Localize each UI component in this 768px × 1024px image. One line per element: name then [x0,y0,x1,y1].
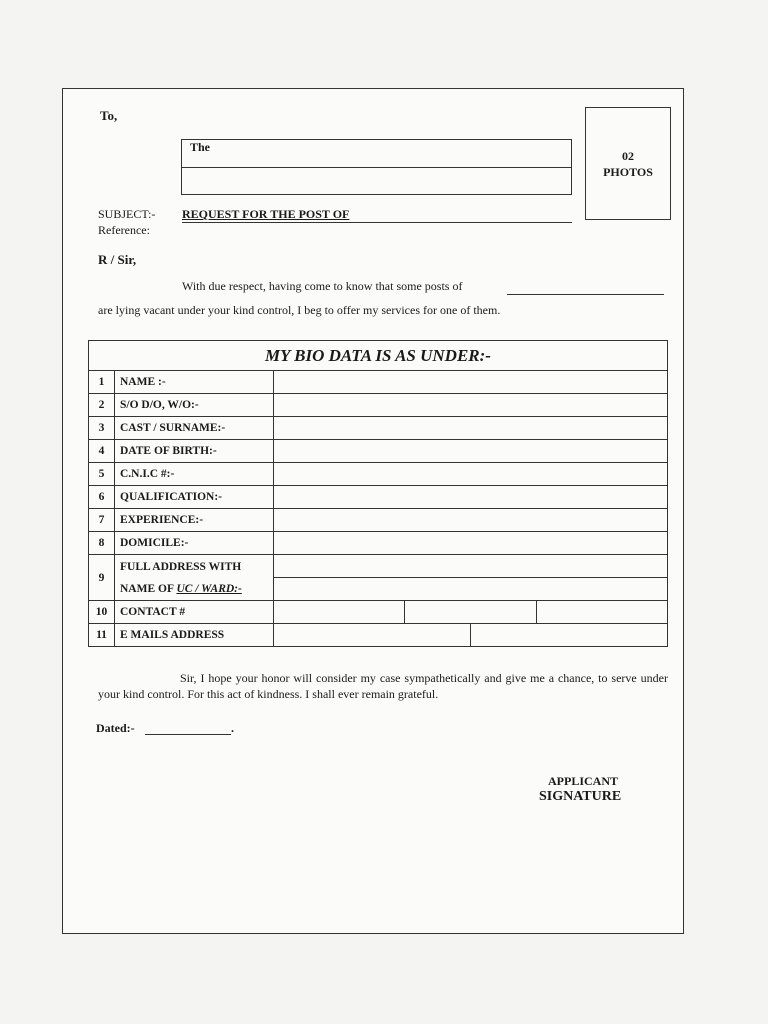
contact-cell-2[interactable] [404,601,535,623]
dob-field[interactable] [274,440,668,463]
dated-label: Dated:- [96,721,135,735]
contact-field [274,601,668,624]
photo-count: 02 [622,148,634,163]
row-number: 5 [89,463,115,486]
row-label: DOMICILE:- [115,532,274,555]
addressee-box [181,139,572,195]
row-label: DATE OF BIRTH:- [115,440,274,463]
bio-table-title: MY BIO DATA IS AS UNDER:- [89,341,668,371]
subject-value: REQUEST FOR THE POST OF [182,207,572,223]
row-number: 11 [89,624,115,647]
dated-suffix: . [231,721,234,735]
signature-label: SIGNATURE [539,789,622,804]
email-field [274,624,668,647]
row-label: QUALIFICATION:- [115,486,274,509]
address-label-prefix: NAME OF [120,582,177,595]
table-row [89,532,668,555]
row-label: CAST / SURNAME:- [115,417,274,440]
photo-label: PHOTOS [603,164,653,179]
table-row [89,555,668,601]
table-row [89,440,668,463]
row-number: 7 [89,509,115,532]
addressee-prefix: The [190,140,211,154]
row-label: EXPERIENCE:- [115,509,274,532]
table-row [89,417,668,440]
address-field[interactable] [274,555,668,601]
closing-paragraph: Sir, I hope your honor will consider my case sympathetically and give me a chance, to serve under your kind control. For this act of kindness. I shall ever remain grateful. [98,671,668,701]
contact-cell-3[interactable] [536,601,667,623]
row-number: 4 [89,440,115,463]
qualification-field[interactable] [274,486,668,509]
subject-label: SUBJECT:- [98,207,156,221]
address-line-1[interactable] [274,555,667,578]
domicile-field[interactable] [274,532,668,555]
row-label: C.N.I.C #:- [115,463,274,486]
address-label-line2 [120,578,268,600]
reference-label: Reference: [98,223,150,237]
row-label: S/O D/O, W/O:- [115,394,274,417]
addressee-divider [182,167,571,168]
surname-field[interactable] [274,417,668,440]
salutation: R / Sir, [98,252,137,267]
intro-paragraph-part1: With due respect, having come to know that some posts of [182,279,463,293]
row-number: 10 [89,601,115,624]
row-label: NAME :- [115,371,274,394]
intro-paragraph-part2: are lying vacant under your kind control, I beg to offer my services for one of them. [98,303,501,317]
row-label: E MAILS ADDRESS [115,624,274,647]
contact-cell-1[interactable] [274,601,404,623]
row-label [115,555,274,601]
row-number: 1 [89,371,115,394]
table-row [89,371,668,394]
table-row [89,463,668,486]
table-row [89,486,668,509]
relation-field[interactable] [274,394,668,417]
row-number: 6 [89,486,115,509]
cnic-field[interactable] [274,463,668,486]
to-label: To, [100,108,118,123]
address-label-line1: FULL ADDRESS WITH [120,560,242,573]
experience-field[interactable] [274,509,668,532]
row-number: 3 [89,417,115,440]
row-label: CONTACT # [115,601,274,624]
posts-blank-line [507,294,664,295]
row-number: 9 [89,555,115,601]
table-row [89,394,668,417]
dated-blank-line[interactable] [145,734,231,735]
photo-box [585,107,671,220]
applicant-label: APPLICANT [548,774,619,788]
name-field[interactable] [274,371,668,394]
table-row [89,601,668,624]
table-row [89,624,668,647]
row-number: 2 [89,394,115,417]
bio-data-table [88,340,668,647]
email-cell-2[interactable] [470,624,667,646]
row-number: 8 [89,532,115,555]
uc-ward-label: UC / WARD:- [176,582,242,595]
address-line-2[interactable] [274,578,667,600]
bio-table-header-row [89,341,668,371]
email-cell-1[interactable] [274,624,470,646]
table-row [89,509,668,532]
